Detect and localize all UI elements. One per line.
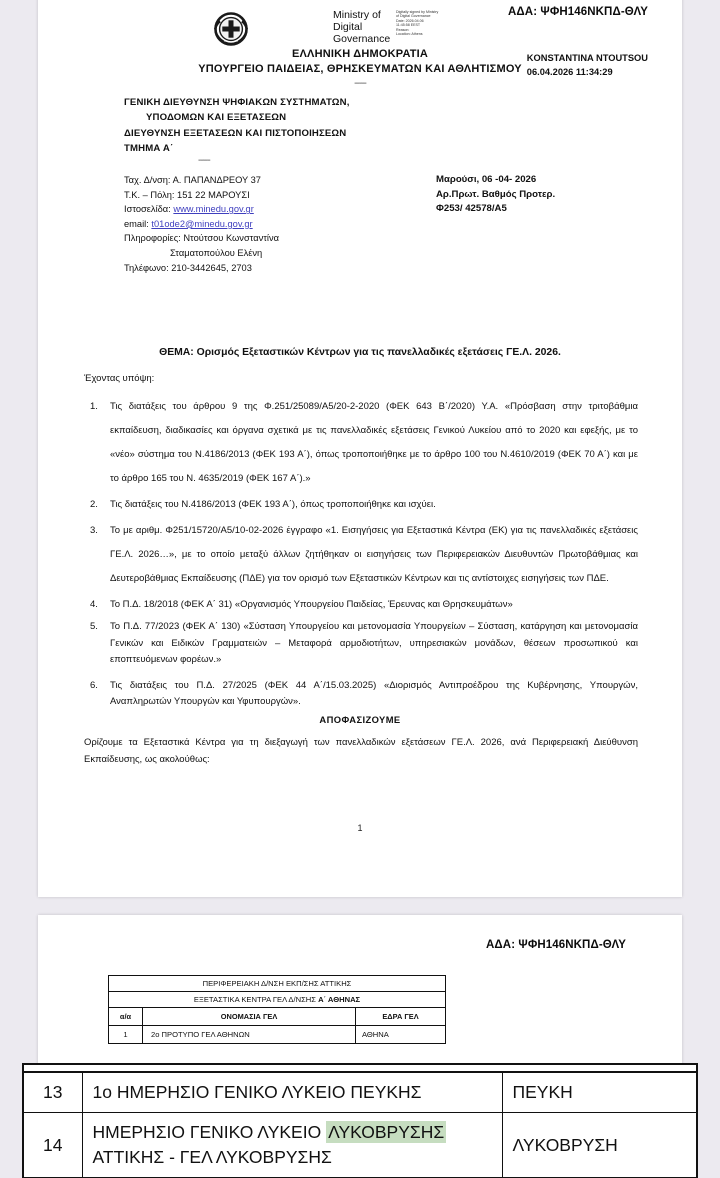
- website-label: Ιστοσελίδα:: [124, 204, 174, 215]
- cell-edra: ΠΕΥΚΗ: [502, 1073, 696, 1113]
- list-item: [84, 493, 638, 517]
- ada-stamp-page2: ΑΔΑ: ΨΦΗ146ΝΚΠΔ-ΘΛΥ: [486, 939, 626, 951]
- list-item: [84, 593, 638, 617]
- table-row: [24, 1073, 696, 1113]
- document-meta-right: [436, 173, 555, 217]
- list-item: [84, 678, 638, 711]
- department-line1: ΓΕΝΙΚΗ ΔΙΕΥΘΥΝΣΗ ΨΗΦΙΑΚΩΝ ΣΥΣΤΗΜΑΤΩΝ,: [124, 97, 350, 108]
- cell-name-suffix: ΑΤΤΙΚΗΣ - ΓΕΛ ΛΥΚΟΒΡΥΣΗΣ: [92, 1147, 332, 1167]
- table-region-row: [109, 976, 446, 992]
- email-link[interactable]: t01ode2@minedu.gov.gr: [151, 218, 253, 229]
- contact-person-2-label: Σταματοπούλου Ελένη: [170, 247, 263, 258]
- highlighted-text: ΛΥΚΟΒΡΥΣΗΣ: [328, 1122, 445, 1142]
- protocol-number: Φ253/ 42578/Α5: [436, 203, 507, 215]
- cell-edra: ΛΥΚΟΒΡΥΣΗ: [502, 1113, 696, 1178]
- email-label: email:: [124, 218, 152, 229]
- list-item-text: Το με αριθμ. Φ251/15720/Α5/10-02-2026 έγγραφο «1. Εισηγήσεις για Εξεταστικά Κέντρα (ΕΚ) για τις πανελλαδικές εξετάσεις ΓΕ.Λ. 2026…», με το οποίο μεταξύ άλλων ζητήθηκαν οι εισηγήσεις των Περιφερειακών Διευθυντών Πρωτοβάθμιας και Δευτεροβάθμιας Εκπαίδευσης (ΠΔΕ) για τον ορισμό των Εξεταστικών Κέντρων και τις αντίστοιχες εισηγήσεις των ΠΔΕ.: [110, 525, 638, 584]
- signature-meta-line1: Digitally signed by Ministry: [396, 10, 439, 14]
- cell-name: [82, 1113, 502, 1178]
- cell-name: [82, 1073, 502, 1113]
- decision-body: Ορίζουμε τα Εξεταστικά Κέντρα για τη διεξαγωγή των πανελλαδικών εξετάσεων ΓΕ.Λ. 2026, ανά Περιφερειακή Διεύθυνση Εκπαίδευσης, ως ακολούθως:: [84, 737, 638, 765]
- cell-aa: 14: [24, 1113, 82, 1178]
- cell-name-prefix: ΗΜΕΡΗΣΙΟ ΓΕΝΙΚΟ ΛΥΚΕΙΟ: [92, 1122, 327, 1142]
- signer-name: KONSTANTINA NTOUTSOU: [526, 53, 648, 63]
- table-region-row-2: [109, 992, 446, 1008]
- signature-authority-line3: Governance: [333, 33, 391, 46]
- list-item-number: 5.: [90, 621, 98, 632]
- column-header-edra: ΕΔΡΑ ΓΕΛ: [356, 1008, 446, 1026]
- place-date: Μαρούσι, 06 -04- 2026: [436, 174, 537, 185]
- signature-meta-line6: Location: Athens: [396, 32, 423, 37]
- decision-heading: ΑΠΟΦΑΣΙΖΟΥΜΕ: [319, 714, 401, 725]
- signature-authority-line2: Digital: [333, 21, 363, 34]
- legal-basis-list: [84, 395, 638, 711]
- region-subtitle-prefix: ΕΞΕΤΑΣΤΙΚΑ ΚΕΝΤΡΑ ΓΕΛ Δ/ΝΣΗΣ: [193, 995, 319, 1004]
- divider-secondary: -----: [198, 155, 210, 166]
- table-header-row: [109, 1008, 446, 1026]
- contact-person-1: Πληροφορίες: Ντούτσου Κωνσταντίνα: [124, 233, 280, 244]
- list-item-text: Το Π.Δ. 77/2023 (ΦΕΚ Α΄ 130) «Σύσταση Υπουργείου και μετονομασία Υπουργείων – Σύσταση, κατάργηση και μετονομασία Γενικών και Ειδικών Γραμματειών – Μεταφορά αρμοδιοτήτων, υπηρεσιακών μονάδων, θέσεων προσωπικού και εποπτευόμενων φορέων.»: [110, 621, 638, 665]
- list-item-text: Το Π.Δ. 18/2018 (ΦΕΚ Α΄ 31) «Οργανισμός Υπουργείου Παιδείας, Έρευνας και Θρησκευμάτων»: [110, 599, 513, 610]
- phone-row: Τηλέφωνο: 210-3442645, 2703: [124, 262, 252, 273]
- website-link[interactable]: www.minedu.gov.gr: [173, 204, 254, 215]
- department-line2: ΥΠΟΔΟΜΩΝ ΚΑΙ ΕΞΕΤΑΣΕΩΝ: [146, 112, 287, 124]
- list-item: [84, 519, 638, 591]
- column-header-name: ΟΝΟΜΑΣΙΑ ΓΕΛ: [143, 1008, 356, 1026]
- list-item-number: 2.: [90, 499, 98, 510]
- cell-name: 2ο ΠΡΟΤΥΠΟ ΓΕΛ ΑΘΗΝΩΝ: [143, 1026, 356, 1044]
- subject-line: ΘΕΜΑ: Ορισμός Εξεταστικών Κέντρων για τις πανελλαδικές εξετάσεις ΓΕ.Λ. 2026.: [159, 347, 561, 358]
- list-item: [84, 395, 638, 491]
- ada-stamp: ΑΔΑ: ΨΦΗ146ΝΚΠΔ-ΘΛΥ: [508, 6, 648, 18]
- preamble-lead: Έχοντας υπόψη:: [84, 373, 155, 384]
- list-item-number: 1.: [90, 401, 98, 412]
- region-title: ΠΕΡΙΦΕΡΕΙΑΚΗ Δ/ΝΣΗ ΕΚΠ/ΣΗΣ ΑΤΤΙΚΗΣ: [109, 976, 446, 992]
- list-item-text: Τις διατάξεις του άρθρου 9 της Φ.251/25089/Α5/20-2-2020 (ΦΕΚ 643 Β΄/2020) Υ.Α. «Πρόσβαση στην τριτοβάθμια εκπαίδευση, διαδικασίες και όργανα σχετικά με τις πανελλαδικές εξετάσεις Γενικού Λυκείου από το 2020 και εφεξής, με το «νέο» σύστημα του Ν.4186/2013 (ΦΕΚ 193 Α΄), όπως τροποποιήθηκε με το άρθρο 100 του Ν.4610/2019 (ΦΕΚ 70 Α΄) και με το άρθρο 165 του Ν. 4635/2019 (ΦΕΚ 167 Α΄).»: [110, 401, 638, 484]
- list-item-text: Τις διατάξεις του Ν.4186/2013 (ΦΕΚ 193 Α΄), όπως τροποποιήθηκε και ισχύει.: [110, 499, 436, 510]
- protocol-label: Αρ.Πρωτ. Βαθμός Προτερ.: [436, 188, 556, 200]
- contact-person-2: [124, 246, 279, 261]
- page-title: ΕΛΛΗΝΙΚΗ ΔΗΜΟΚΡΑΤΙΑ: [291, 48, 429, 60]
- greek-coat-of-arms-icon: [210, 9, 252, 51]
- zoomed-table-overlay: [22, 1063, 698, 1178]
- signature-meta-line3: Date: 2026.04.06: [396, 18, 424, 23]
- signature-meta-line4: 11:45:58 EEST: [396, 23, 421, 28]
- signer-block: [527, 52, 648, 79]
- divider: -----: [354, 78, 366, 89]
- signature-meta-line5: Reason:: [396, 27, 410, 32]
- document-page-1: [38, 0, 682, 897]
- cell-name-text: 1ο ΗΜΕΡΗΣΙΟ ΓΕΝΙΚΟ ΛΥΚΕΙΟ ΠΕΥΚΗΣ: [92, 1082, 422, 1102]
- signature-authority: [333, 9, 391, 46]
- postal-address: Ταχ. Δ/νση: Α. ΠΑΠΑΝΔΡΕΟΥ 37: [124, 175, 261, 185]
- document-body: [84, 371, 638, 720]
- list-item: [84, 619, 638, 669]
- department-block: [124, 95, 350, 157]
- ministry-title: ΥΠΟΥΡΓΕΙΟ ΠΑΙΔΕΙΑΣ, ΘΡΗΣΚΕΥΜΑΤΩΝ ΚΑΙ ΑΘΛΗΤΙΣΜΟΥ: [198, 63, 522, 75]
- signature-metadata: [396, 9, 460, 36]
- cell-aa: 13: [24, 1073, 82, 1113]
- list-item-number: 4.: [90, 599, 98, 610]
- exam-centers-table: [108, 975, 446, 1044]
- department-line3: ΔΙΕΥΘΥΝΣΗ ΕΞΕΤΑΣΕΩΝ ΚΑΙ ΠΙΣΤΟΠΟΙΗΣΕΩΝ: [124, 127, 347, 139]
- digital-signature-stamp: [333, 9, 460, 46]
- list-item-number: 6.: [90, 679, 98, 691]
- page-number: 1: [357, 823, 363, 833]
- region-subtitle-bold: Α΄ ΑΘΗΝΑΣ: [318, 995, 361, 1004]
- signature-meta-line2: of Digital Governance: [396, 14, 431, 19]
- table-row: [24, 1113, 696, 1178]
- postal-code-city: Τ.Κ. – Πόλη: 151 22 ΜΑΡΟΥΣΙ: [124, 189, 250, 200]
- signer-timestamp: 06.04.2026 11:34:29: [526, 66, 613, 77]
- website-row: [124, 202, 279, 217]
- overlay-table: [24, 1072, 696, 1178]
- department-line4: ΤΜΗΜΑ Α΄: [124, 143, 174, 155]
- cell-edra: ΑΘΗΝΑ: [356, 1026, 446, 1044]
- contact-block: [124, 173, 279, 275]
- list-item-text: Τις διατάξεις του Π.Δ. 27/2025 (ΦΕΚ 44 Α΄/15.03.2025) «Διορισμός Αντιπροέδρου της Κυβέρνησης, Υπουργών, Αναπληρωτών Υπουργών και Υφυπουργών».: [110, 679, 638, 707]
- overlay-top-edge: [24, 1065, 696, 1072]
- signature-authority-line1: Ministry of: [333, 9, 381, 21]
- region-subtitle: [109, 992, 446, 1008]
- email-row: [124, 217, 279, 232]
- list-item-number: 3.: [90, 525, 98, 536]
- column-header-aa: α/α: [109, 1008, 143, 1026]
- cell-aa: 1: [109, 1026, 143, 1044]
- table-row: [109, 1026, 446, 1044]
